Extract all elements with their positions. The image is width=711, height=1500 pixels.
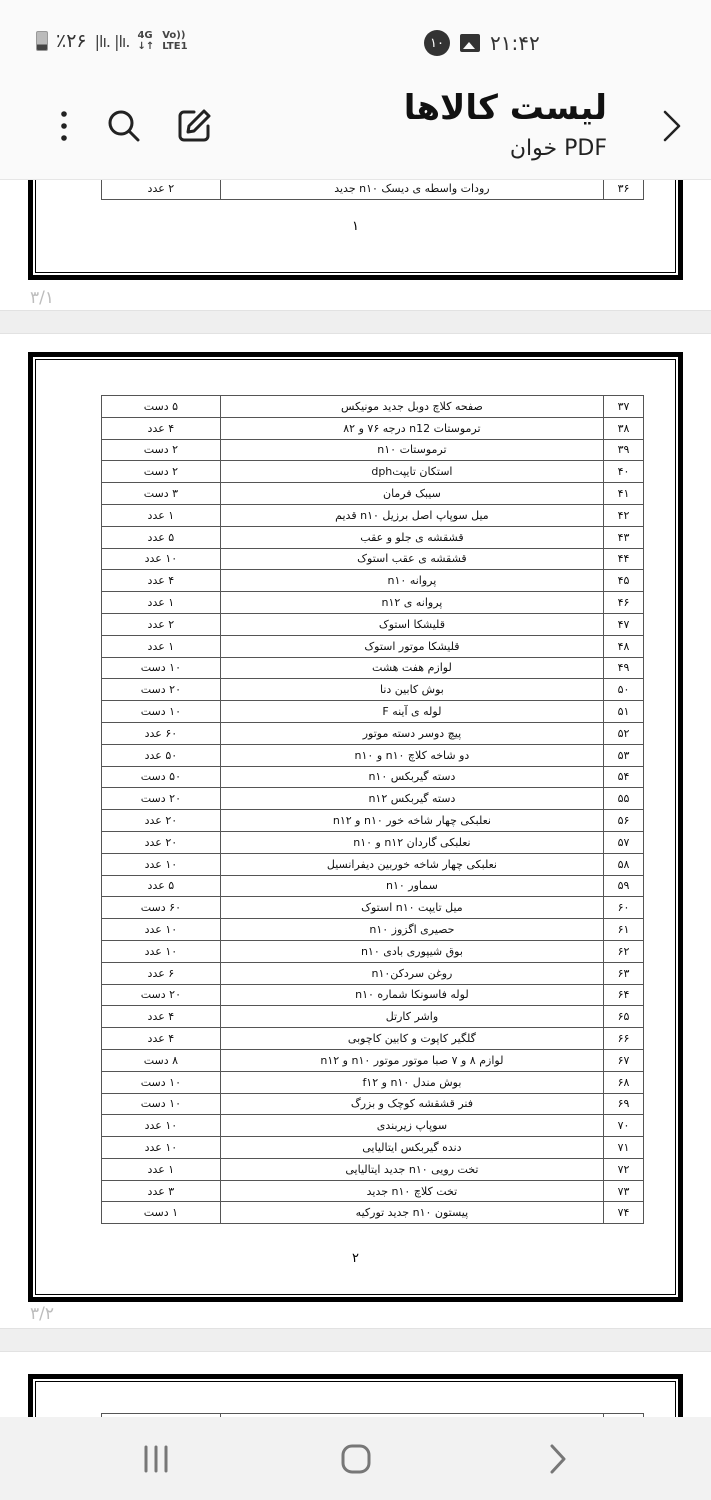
row-number: ۶۳ <box>604 962 644 984</box>
chevron-right-icon[interactable] <box>653 108 689 144</box>
item-name: استکان تایپتdph <box>220 461 603 483</box>
table-row <box>102 504 644 526</box>
item-quantity: ۲ دست <box>102 461 221 483</box>
item-quantity: ۱۰ عدد <box>102 1137 221 1159</box>
app-bar <box>0 80 711 180</box>
item-quantity: ۲۰ دست <box>102 679 221 701</box>
item-quantity: ۳ عدد <box>102 1180 221 1202</box>
table-row <box>102 570 644 592</box>
item-name: رودات واسطه ی دیسک n۱۰ جدید <box>220 180 603 199</box>
row-number: ۴۶ <box>604 592 644 614</box>
row-number: ۴۳ <box>604 526 644 548</box>
item-quantity: ۱ عدد <box>102 1158 221 1180</box>
item-quantity: ۲ عدد <box>102 613 221 635</box>
page-indicator: ۳/۲ <box>30 1304 54 1324</box>
item-quantity: ۱۰ عدد <box>102 940 221 962</box>
item-name: ترموستات n۱۰ <box>220 439 603 461</box>
back-icon[interactable] <box>538 1441 578 1477</box>
table-row <box>102 766 644 788</box>
table-row <box>102 1137 644 1159</box>
item-quantity: ۶۰ دست <box>102 897 221 919</box>
clock: ۲۱:۴۲ <box>490 31 540 55</box>
items-table-page-2 <box>101 395 644 1224</box>
row-number: ۵۶ <box>604 810 644 832</box>
item-quantity: ۱۰ عدد <box>102 853 221 875</box>
item-quantity: ۱ عدد <box>102 592 221 614</box>
row-number: ۶۱ <box>604 919 644 941</box>
item-quantity: ۱۰ دست <box>102 701 221 723</box>
item-name: لوله فاسونکا شماره n۱۰ <box>220 984 603 1006</box>
navigation-bar <box>0 1417 711 1500</box>
row-number: ۵۱ <box>604 701 644 723</box>
battery-percent: ٪۲۶ <box>56 30 87 52</box>
item-quantity: ۴ عدد <box>102 1028 221 1050</box>
item-name: لوله ی آینه F <box>220 701 603 723</box>
item-name: میل تایپت n۱۰ استوک <box>220 897 603 919</box>
row-number: ۶۷ <box>604 1049 644 1071</box>
row-number: ۶۵ <box>604 1006 644 1028</box>
row-number: ۷۰ <box>604 1115 644 1137</box>
item-name: گلگیر کاپوت و کابین کاچوبی <box>220 1028 603 1050</box>
item-quantity: ۴ عدد <box>102 1006 221 1028</box>
pdf-page-1 <box>28 180 683 280</box>
item-quantity: ۱۰ عدد <box>102 1115 221 1137</box>
item-quantity: ۲۰ عدد <box>102 831 221 853</box>
item-name: لوازم ۸ و ۷ صبا موتور موتور n۱۰ و n۱۲ <box>220 1049 603 1071</box>
battery-icon <box>36 31 48 51</box>
item-name: بوش کابین دنا <box>220 679 603 701</box>
row-number: ۴۸ <box>604 635 644 657</box>
item-quantity: ۴ عدد <box>102 570 221 592</box>
table-row <box>102 722 644 744</box>
lte-label: LTE1 <box>162 41 188 52</box>
table-row <box>102 461 644 483</box>
item-quantity: ۱۰ دست <box>102 1071 221 1093</box>
image-notification-icon <box>460 34 480 52</box>
item-quantity: ۲۰ دست <box>102 984 221 1006</box>
table-row <box>102 788 644 810</box>
row-number: ۶۲ <box>604 940 644 962</box>
item-quantity: ۲۰ عدد <box>102 810 221 832</box>
network-type: 4G <box>137 30 153 41</box>
table-row <box>102 1093 644 1115</box>
more-vertical-icon[interactable] <box>44 106 84 146</box>
item-quantity: ۲۰ دست <box>102 788 221 810</box>
app-subtitle: PDF خوان <box>509 136 607 161</box>
table-row <box>102 744 644 766</box>
item-name: نعلبکی گاردان n۱۲ و n۱۰ <box>220 831 603 853</box>
row-number: ۶۹ <box>604 1093 644 1115</box>
table-row <box>102 984 644 1006</box>
item-name: ترموستات n12 درجه ۷۶ و ۸۲ <box>220 417 603 439</box>
table-row <box>102 1071 644 1093</box>
table-row <box>102 483 644 505</box>
item-name: سیبک فرمان <box>220 483 603 505</box>
item-name: حصیری اگزوز n۱۰ <box>220 919 603 941</box>
volte-indicator <box>162 30 187 52</box>
table-row <box>102 592 644 614</box>
item-quantity: ۳ دست <box>102 483 221 505</box>
row-number: ۶۸ <box>604 1071 644 1093</box>
item-name: پیچ دوسر دسته موتور <box>220 722 603 744</box>
search-icon[interactable] <box>104 106 144 146</box>
item-name: فنر قشقشه کوچک و بزرگ <box>220 1093 603 1115</box>
item-name: دو شاخه کلاچ n۱۰ و n۱۰ <box>220 744 603 766</box>
item-name: قلیشکا استوک <box>220 613 603 635</box>
status-right <box>424 30 540 56</box>
row-number: ۴۰ <box>604 461 644 483</box>
item-name: روغن سردکنn۱۰ <box>220 962 603 984</box>
table-row <box>102 897 644 919</box>
volte-label: Vo)) <box>162 30 186 41</box>
row-number: ۶۶ <box>604 1028 644 1050</box>
row-number: ۴۱ <box>604 483 644 505</box>
table-row <box>102 940 644 962</box>
row-number: ۵۰ <box>604 679 644 701</box>
row-number: ۵۴ <box>604 766 644 788</box>
item-name: واشر کارتل <box>220 1006 603 1028</box>
table-row <box>102 635 644 657</box>
item-quantity: ۱۰ عدد <box>102 919 221 941</box>
table-row <box>102 1049 644 1071</box>
signal-icon: |lı. |lı. <box>94 31 130 51</box>
item-name: پروانه ی n۱۲ <box>220 592 603 614</box>
table-row <box>102 810 644 832</box>
row-number: ۷۳ <box>604 1180 644 1202</box>
pdf-viewer[interactable] <box>0 180 711 1417</box>
row-number: ۴۹ <box>604 657 644 679</box>
table-row <box>102 613 644 635</box>
row-number: ۷۲ <box>604 1158 644 1180</box>
row-number: ۵۹ <box>604 875 644 897</box>
item-quantity: ۱۰ عدد <box>102 548 221 570</box>
row-number: ۴۷ <box>604 613 644 635</box>
status-left <box>36 30 188 52</box>
item-name: قشقشه ی عقب استوک <box>220 548 603 570</box>
table-row <box>102 831 644 853</box>
row-number: ۵۳ <box>604 744 644 766</box>
table-row <box>102 526 644 548</box>
row-number: ۶۴ <box>604 984 644 1006</box>
item-name: بوش مندل n۱۰ و f۱۲ <box>220 1071 603 1093</box>
item-name: میل سوپاپ اصل برزیل n۱۰ قدیم <box>220 504 603 526</box>
items-table-page-1 <box>101 180 644 200</box>
item-name: قلیشکا موتور استوک <box>220 635 603 657</box>
table-row <box>102 1006 644 1028</box>
pdf-page-2 <box>28 352 683 1302</box>
data-arrows-icon: ↓↑ <box>137 41 155 52</box>
page-number: ۲ <box>352 1251 359 1266</box>
item-name: سماور n۱۰ <box>220 875 603 897</box>
item-quantity: ۱ عدد <box>102 635 221 657</box>
row-number: ۳۹ <box>604 439 644 461</box>
row-number: ۳۸ <box>604 417 644 439</box>
item-quantity: ۵ عدد <box>102 875 221 897</box>
item-name: سوپاپ زیربندی <box>220 1115 603 1137</box>
item-quantity: ۵۰ عدد <box>102 744 221 766</box>
row-number: ۷۴ <box>604 1202 644 1224</box>
table-row <box>102 1028 644 1050</box>
item-quantity: ۲ دست <box>102 439 221 461</box>
table-row <box>102 875 644 897</box>
table-row <box>102 439 644 461</box>
table-row <box>102 679 644 701</box>
row-number: ۴۴ <box>604 548 644 570</box>
row-number: ۴۲ <box>604 504 644 526</box>
row-number: ۵۷ <box>604 831 644 853</box>
item-quantity: ۵۰ دست <box>102 766 221 788</box>
item-name: پروانه n۱۰ <box>220 570 603 592</box>
page-indicator: ۳/۱ <box>30 288 54 308</box>
item-quantity: ۴ عدد <box>102 417 221 439</box>
row-number: ۳۶ <box>604 180 644 199</box>
item-name: تخت کلاچ n۱۰ جدید <box>220 1180 603 1202</box>
pdf-page-3 <box>28 1374 683 1417</box>
item-name: لوازم هفت هشت <box>220 657 603 679</box>
item-name: بوق شیپوری بادی n۱۰ <box>220 940 603 962</box>
row-number: ۵۲ <box>604 722 644 744</box>
page-separator <box>0 310 711 334</box>
item-quantity: ۱۰ دست <box>102 1093 221 1115</box>
row-number: ۵۸ <box>604 853 644 875</box>
item-name: پیستون n۱۰ جدید تورکیه <box>220 1202 603 1224</box>
table-row <box>102 919 644 941</box>
item-name: قشقشه ی جلو و عقب <box>220 526 603 548</box>
table-row <box>102 417 644 439</box>
recents-icon[interactable] <box>136 1441 176 1477</box>
page-separator <box>0 1328 711 1352</box>
item-quantity: ۶۰ عدد <box>102 722 221 744</box>
table-row <box>102 548 644 570</box>
page-title: لیست کالاها <box>403 88 607 128</box>
item-quantity: ۲ عدد <box>102 180 221 199</box>
item-name: نعلبکی چهار شاخه خور n۱۰ و n۱۲ <box>220 810 603 832</box>
notification-badge: ۱۰ <box>424 30 450 56</box>
table-row <box>102 1158 644 1180</box>
row-number: ۳۷ <box>604 396 644 418</box>
table-row <box>102 1202 644 1224</box>
page-number: ۱ <box>352 219 359 234</box>
row-number: ۷۱ <box>604 1137 644 1159</box>
item-quantity: ۸ دست <box>102 1049 221 1071</box>
table-row <box>102 396 644 418</box>
item-name: دسته گیربکس n۱۲ <box>220 788 603 810</box>
table-row <box>102 180 644 199</box>
row-number: ۶۰ <box>604 897 644 919</box>
item-name: صفحه کلاچ دوبل جدید مونیکس <box>220 396 603 418</box>
table-row <box>102 1115 644 1137</box>
table-row <box>102 962 644 984</box>
item-quantity: ۱۰ دست <box>102 657 221 679</box>
edit-icon[interactable] <box>174 106 214 146</box>
table-row <box>102 853 644 875</box>
network-indicator <box>137 30 154 52</box>
home-icon[interactable] <box>336 1441 376 1477</box>
item-quantity: ۵ عدد <box>102 526 221 548</box>
item-quantity: ۱ عدد <box>102 504 221 526</box>
status-bar <box>0 0 711 80</box>
table-row <box>102 1180 644 1202</box>
item-name: دنده گیربکس ایتالیایی <box>220 1137 603 1159</box>
row-number: ۵۵ <box>604 788 644 810</box>
table-row <box>102 701 644 723</box>
item-name: تخت رویی n۱۰ جدید ایتالیایی <box>220 1158 603 1180</box>
item-name: دسته گیربکس n۱۰ <box>220 766 603 788</box>
item-quantity: ۶ عدد <box>102 962 221 984</box>
row-number: ۴۵ <box>604 570 644 592</box>
item-name: نعلبکی چهار شاخه خوربین دیفرانسیل <box>220 853 603 875</box>
item-quantity: ۱ دست <box>102 1202 221 1224</box>
item-quantity: ۵ دست <box>102 396 221 418</box>
table-row <box>102 657 644 679</box>
